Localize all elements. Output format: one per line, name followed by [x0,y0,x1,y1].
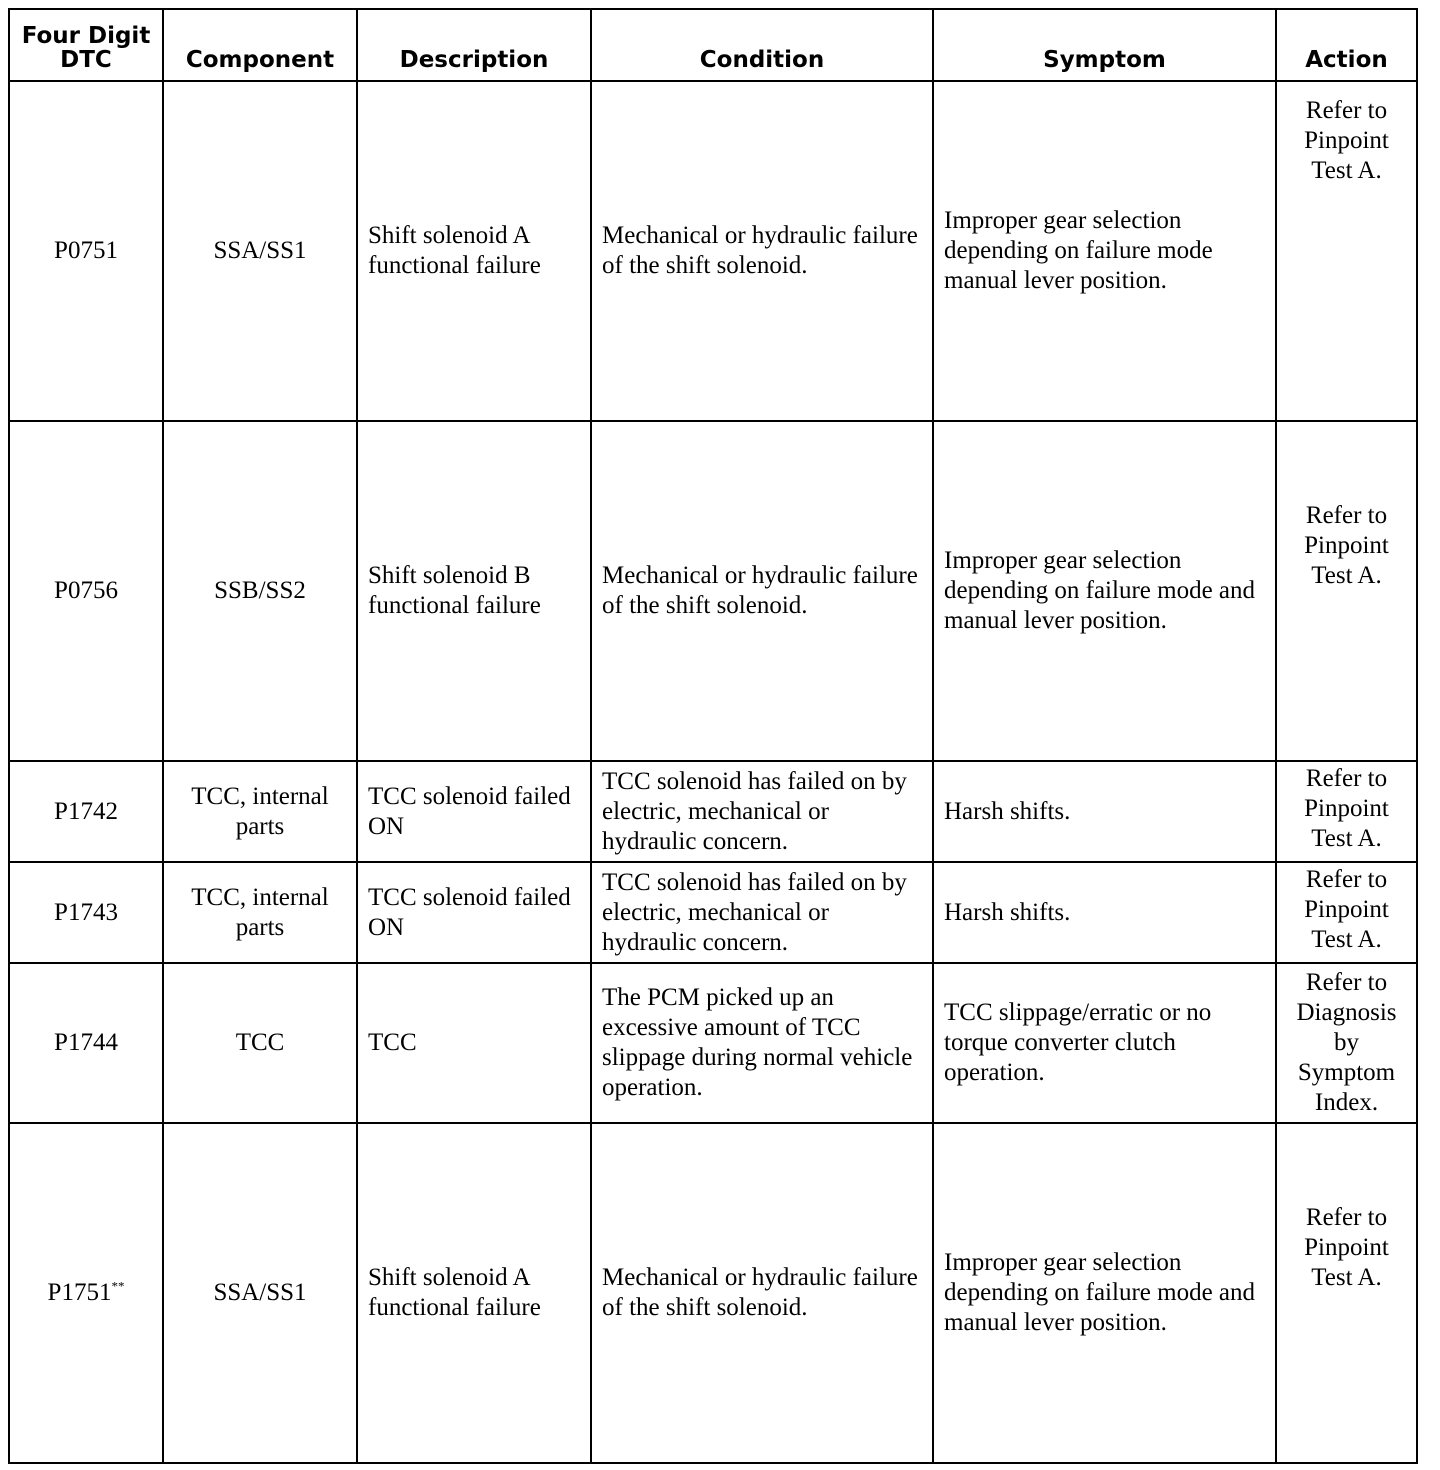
table-row [9,761,1417,862]
header-action: Action [1276,9,1417,81]
action-cell: Refer to Pinpoint Test A. [1276,761,1417,862]
description-cell: Shift solenoid B functional failure [357,421,591,761]
component-cell: TCC [163,963,357,1123]
symptom-cell: Harsh shifts. [933,761,1276,862]
condition-cell: TCC solenoid has failed on by electric, mechanical or hydraulic concern. [591,761,933,862]
action-cell: Refer to Diagnosis by Symptom Index. [1276,963,1417,1123]
description-cell: Shift solenoid A functional failure [357,81,591,421]
table-row [9,862,1417,963]
component-cell: SSA/SS1 [163,81,357,421]
header-component: Component [163,9,357,81]
dtc-cell: P0756 [9,421,163,761]
table-row [9,963,1417,1123]
symptom-cell: TCC slippage/erratic or no torque converter clutch operation. [933,963,1276,1123]
symptom-cell: Improper gear selection depending on failure mode manual lever position. [933,81,1276,421]
description-cell: TCC solenoid failed ON [357,862,591,963]
dtc-cell: P1742 [9,761,163,862]
action-cell: Refer to Pinpoint Test A. [1276,81,1417,421]
dtc-table [8,8,1418,1464]
header-description: Description [357,9,591,81]
table-row [9,1123,1417,1463]
condition-cell: TCC solenoid has failed on by electric, mechanical or hydraulic concern. [591,862,933,963]
footnote-marker: ** [111,1278,125,1294]
component-cell: SSB/SS2 [163,421,357,761]
component-cell: TCC, internal parts [163,862,357,963]
header-dtc: Four Digit DTC [9,9,163,81]
symptom-cell: Improper gear selection depending on failure mode and manual lever position. [933,1123,1276,1463]
action-cell: Refer to Pinpoint Test A. [1276,862,1417,963]
table-row [9,421,1417,761]
dtc-cell [9,1123,163,1463]
action-cell: Refer to Pinpoint Test A. [1276,421,1417,761]
header-symptom: Symptom [933,9,1276,81]
condition-cell: Mechanical or hydraulic failure of the shift solenoid. [591,421,933,761]
dtc-code: P1751 [47,1279,112,1306]
condition-cell: The PCM picked up an excessive amount of TCC slippage during normal vehicle operation. [591,963,933,1123]
description-cell: TCC solenoid failed ON [357,761,591,862]
dtc-cell: P0751 [9,81,163,421]
header-condition: Condition [591,9,933,81]
description-cell: Shift solenoid A functional failure [357,1123,591,1463]
condition-cell: Mechanical or hydraulic failure of the shift solenoid. [591,1123,933,1463]
symptom-cell: Improper gear selection depending on failure mode and manual lever position. [933,421,1276,761]
table-row [9,81,1417,421]
dtc-cell: P1743 [9,862,163,963]
component-cell: TCC, internal parts [163,761,357,862]
action-cell: Refer to Pinpoint Test A. [1276,1123,1417,1463]
symptom-cell: Harsh shifts. [933,862,1276,963]
dtc-cell: P1744 [9,963,163,1123]
header-row [9,9,1417,81]
description-cell: TCC [357,963,591,1123]
component-cell: SSA/SS1 [163,1123,357,1463]
condition-cell: Mechanical or hydraulic failure of the shift solenoid. [591,81,933,421]
